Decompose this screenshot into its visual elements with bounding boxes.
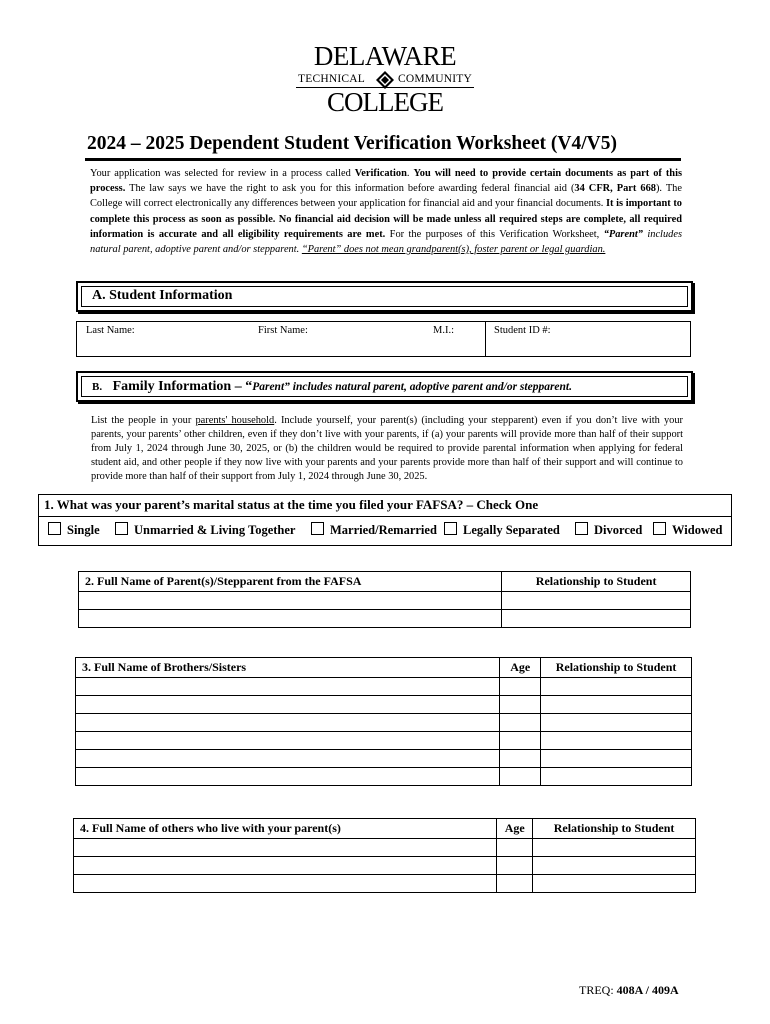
option-unmarried-living-together[interactable]: Unmarried & Living Together: [115, 522, 295, 538]
id-separator: [485, 322, 486, 356]
parents-table: [78, 571, 691, 628]
title-rule: [85, 158, 681, 161]
table-cell[interactable]: [76, 768, 500, 786]
table-cell[interactable]: [497, 839, 533, 857]
page-title: 2024 – 2025 Dependent Student Verification Worksheet (V4/V5): [87, 133, 617, 154]
section-a-header: [76, 281, 693, 312]
mi-field[interactable]: M.I.:: [433, 325, 454, 336]
siblings-table: [75, 657, 692, 786]
marital-status-box: [38, 494, 732, 546]
table-cell[interactable]: [79, 610, 502, 628]
table-cell[interactable]: [74, 875, 497, 893]
siblings-name-header: 3. Full Name of Brothers/Sisters: [76, 658, 500, 678]
student-id-field[interactable]: Student ID #:: [494, 325, 551, 336]
others-name-header: 4. Full Name of others who live with your parent(s): [74, 819, 497, 839]
logo-college: COLLEGE: [327, 87, 443, 117]
checkbox-icon: [311, 522, 324, 535]
checkbox-icon: [653, 522, 666, 535]
table-cell[interactable]: [541, 768, 692, 786]
siblings-age-header: Age: [500, 658, 541, 678]
table-cell[interactable]: [497, 875, 533, 893]
table-cell[interactable]: [79, 592, 502, 610]
student-info-row: [76, 321, 691, 357]
option-married-remarried[interactable]: Married/Remarried: [311, 522, 437, 538]
table-cell[interactable]: [533, 875, 696, 893]
intro-paragraph: Your application was selected for review in a process called Verification. You will need to provide certain documents as part of this process. The law says we have the right to ask you for this information before awarding federal financial aid (34 CFR, Part 668). The College will correct electronically any differences between your application for financial aid and your financial documents. It is important to complete this process as soon as possible. No financial aid decision will be made unless all required steps are complete, all required information is accurate and all eligibility requirements are met. For the purposes of this Verification Worksheet, “Parent” includes natural parent, adoptive parent and/or stepparent. “Parent” does not mean grandparent(s), foster parent or legal guardian.: [90, 168, 683, 256]
option-single[interactable]: Single: [48, 522, 100, 538]
table-cell[interactable]: [500, 714, 541, 732]
table-cell[interactable]: [541, 750, 692, 768]
table-cell[interactable]: [500, 750, 541, 768]
table-cell[interactable]: [502, 610, 691, 628]
table-cell[interactable]: [502, 592, 691, 610]
household-instructions: List the people in your parents' household. Include yourself, your parent(s) (including your stepparent) even if you don’t live with your parents, your parents’ other children, even if they don’t live with your parents, if (a) your parents will provide more than half of their support from July 1, 2024 through June 30, 2025, or (b) the children would be required to provide parental information when applying for federal student aid, and other people if they now live with your parents and your parents provide more than half of their support and will continue to provide more than half of their support from July 1, 2024 through June 30, 2025.: [91, 415, 684, 482]
others-age-header: Age: [497, 819, 533, 839]
checkbox-icon: [444, 522, 457, 535]
table-cell[interactable]: [500, 696, 541, 714]
table-cell[interactable]: [541, 714, 692, 732]
siblings-relationship-header: Relationship to Student: [541, 658, 692, 678]
checkbox-icon: [115, 522, 128, 535]
table-cell[interactable]: [533, 839, 696, 857]
parents-name-header: 2. Full Name of Parent(s)/Stepparent from the FAFSA: [79, 572, 502, 592]
table-cell[interactable]: [76, 732, 500, 750]
college-logo: [296, 42, 474, 118]
table-cell[interactable]: [76, 750, 500, 768]
table-cell[interactable]: [76, 696, 500, 714]
parents-relationship-header: Relationship to Student: [502, 572, 691, 592]
table-cell[interactable]: [541, 678, 692, 696]
option-legally-separated[interactable]: Legally Separated: [444, 522, 560, 538]
table-cell[interactable]: [541, 732, 692, 750]
table-cell[interactable]: [76, 678, 500, 696]
option-divorced[interactable]: Divorced: [575, 522, 642, 538]
table-cell[interactable]: [500, 768, 541, 786]
section-b-header: [76, 371, 693, 402]
table-cell[interactable]: [497, 857, 533, 875]
table-cell[interactable]: [500, 732, 541, 750]
marital-status-question: 1. What was your parent’s marital status at the time you filed your FAFSA? – Check One: [44, 497, 539, 512]
table-cell[interactable]: [500, 678, 541, 696]
table-cell[interactable]: [76, 714, 500, 732]
table-cell[interactable]: [541, 696, 692, 714]
logo-community: COMMUNITY: [398, 73, 472, 85]
table-cell[interactable]: [533, 857, 696, 875]
logo-delaware: DELAWARE: [313, 41, 457, 71]
logo-technical: TECHNICAL: [298, 73, 365, 85]
option-widowed[interactable]: Widowed: [653, 522, 722, 538]
section-b-label: B. Family Information – “Parent” includes natural parent, adoptive parent and/or stepparent.: [92, 379, 572, 394]
checkbox-icon: [575, 522, 588, 535]
logo-midline: [296, 72, 474, 88]
treq-code: TREQ: 408A / 409A: [579, 983, 679, 997]
table-cell[interactable]: [74, 839, 497, 857]
first-name-field[interactable]: First Name:: [258, 325, 308, 336]
checkbox-icon: [48, 522, 61, 535]
others-relationship-header: Relationship to Student: [533, 819, 696, 839]
table-cell[interactable]: [74, 857, 497, 875]
others-table: [73, 818, 696, 893]
last-name-field[interactable]: Last Name:: [86, 325, 135, 336]
section-a-label: A. Student Information: [92, 288, 233, 303]
